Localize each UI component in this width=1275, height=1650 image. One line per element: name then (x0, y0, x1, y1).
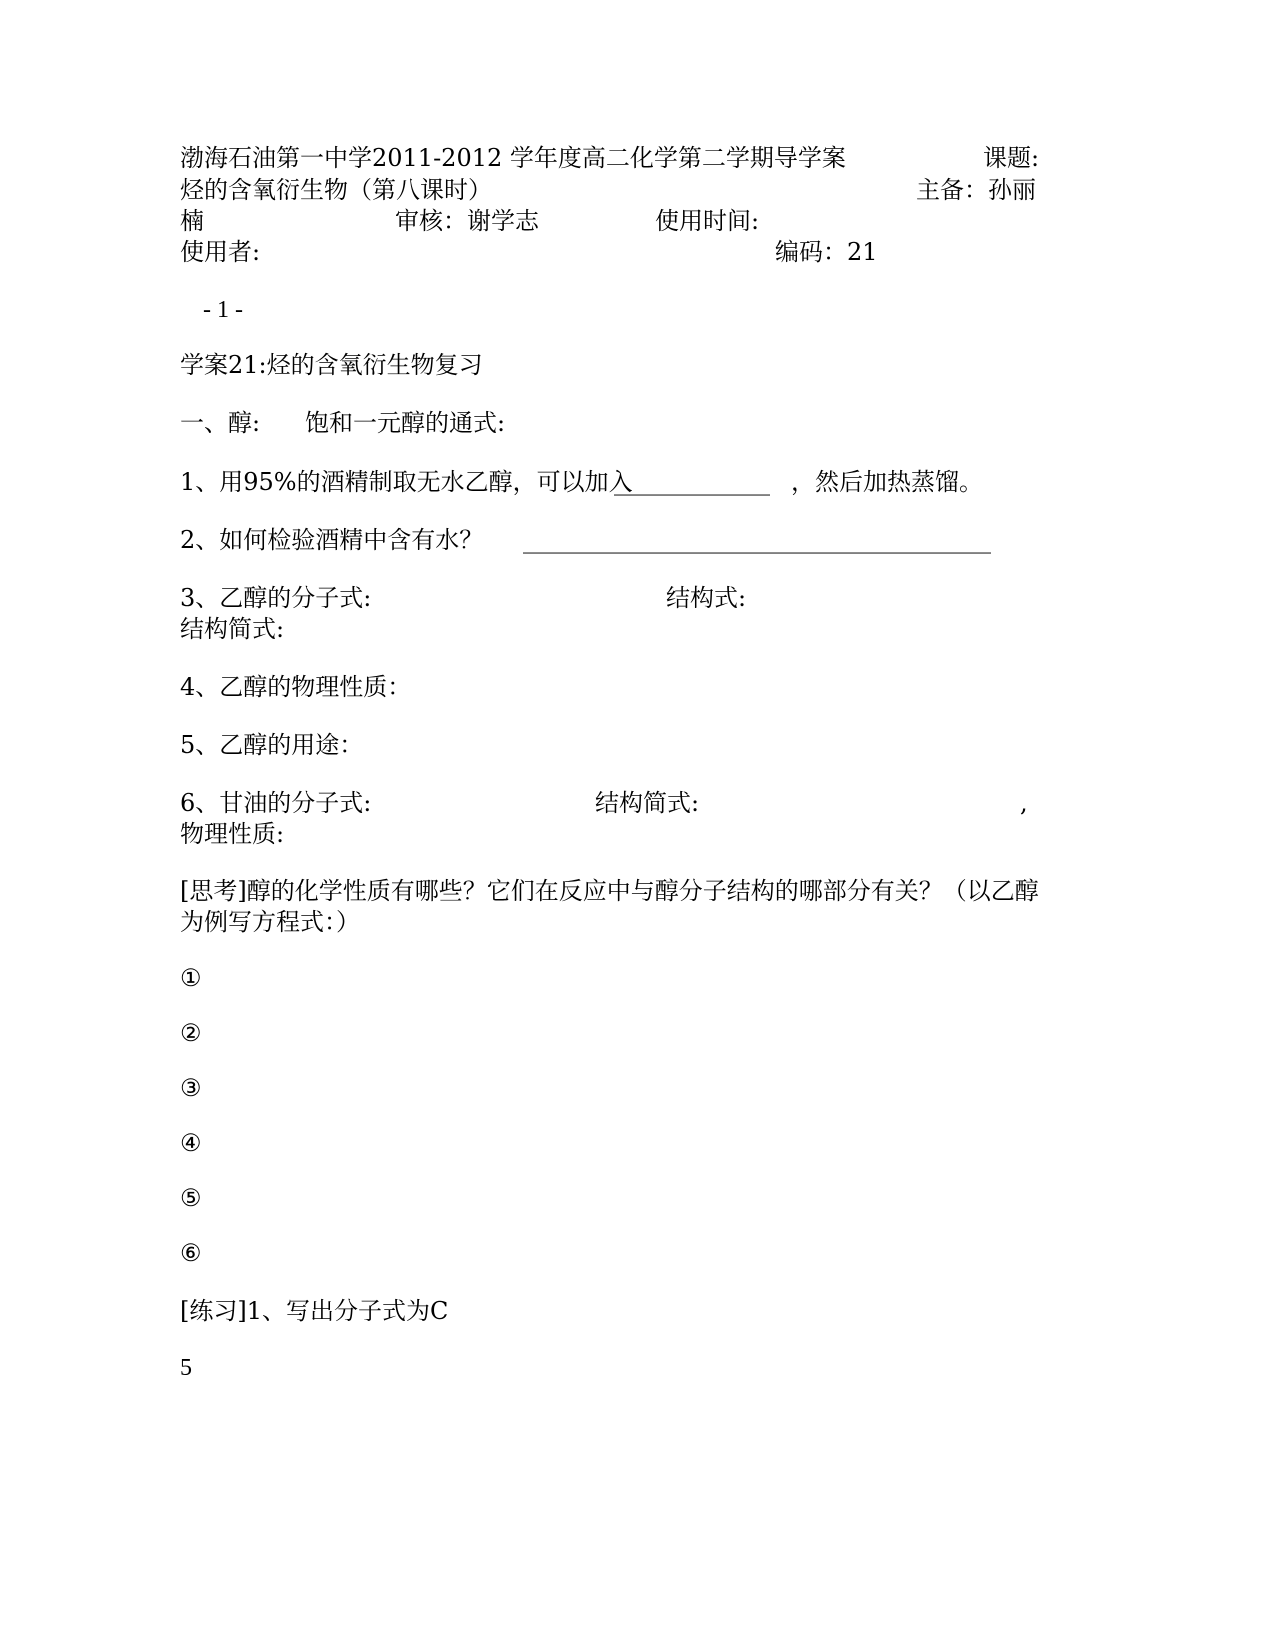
question-3-condensed-formula: 结构简式: (180, 615, 285, 643)
question-2-text: 2、如何检验酒精中含有水？ (180, 526, 484, 554)
header-usage-time: 使用时间: (655, 207, 760, 235)
marker-6: ⑥ (180, 1239, 202, 1267)
practice-line2: 5 (180, 1355, 192, 1381)
think-prompt-line2: 为例写方程式：） (180, 908, 360, 936)
marker-5: ⑤ (180, 1184, 202, 1212)
page-number: - 1 - (203, 297, 243, 323)
question-6-comma: , (1020, 789, 1028, 817)
general-formula-prompt: 饱和一元醇的通式: (305, 409, 506, 437)
marker-2: ② (180, 1019, 202, 1047)
question-5-text: 5、乙醇的用途： (180, 731, 364, 759)
header-preparer: 主备：孙丽 (916, 176, 1036, 204)
header-topic-label: 课题: (983, 144, 1040, 172)
question-3-structural-formula: 结构式: (666, 584, 747, 612)
question-2-blank[interactable]: _______________________________________ (523, 526, 991, 554)
header-code: 编码：21 (775, 238, 878, 266)
question-6-text: 6、甘油的分子式: (180, 789, 372, 817)
header-topic: 烃的含氧衍生物（第八课时） (180, 176, 492, 204)
header-preparer-cont: 楠 (180, 207, 204, 235)
marker-4: ④ (180, 1129, 202, 1157)
question-4-text: 4、乙醇的物理性质： (180, 673, 412, 701)
question-1-text: 1、用95%的酒精制取无水乙醇，可以加入 (180, 468, 633, 496)
marker-3: ③ (180, 1074, 202, 1102)
header-user: 使用者: (180, 238, 261, 266)
question-1-blank[interactable]: _____________ (614, 468, 770, 496)
question-3-text: 3、乙醇的分子式: (180, 584, 372, 612)
section-heading-alcohol: 一、醇: (180, 409, 261, 437)
think-prompt-line1: [思考]醇的化学性质有哪些？它们在反应中与醇分子结构的哪部分有关？（以乙醇 (180, 877, 1039, 905)
marker-1: ① (180, 964, 202, 992)
practice-line1: [练习]1、写出分子式为C (180, 1297, 449, 1325)
question-6-condensed-formula: 结构简式: (595, 789, 700, 817)
page-title: 学案21:烃的含氧衍生物复习 (180, 351, 483, 379)
question-1-tail: ，然后加热蒸馏。 (791, 468, 983, 496)
header-school-term: 渤海石油第一中学2011-2012 学年度高二化学第二学期导学案 (180, 144, 846, 172)
question-6-physical-properties: 物理性质: (180, 820, 285, 848)
header-reviewer: 审核：谢学志 (395, 207, 539, 235)
